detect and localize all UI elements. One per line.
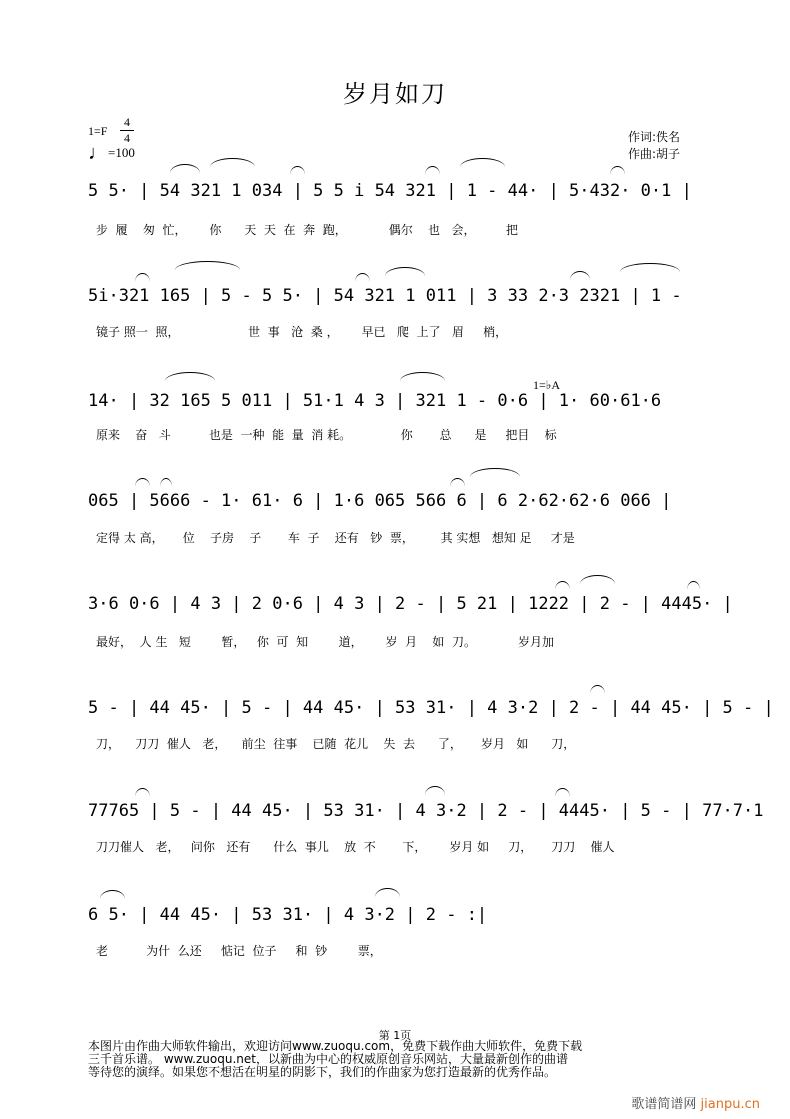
slur-arc [165, 372, 215, 381]
notation-line: 5 - | 44 45· | 5 - | 44 45· | 53 31· | 4 3·2 | 2 - | 44 45· | 5 - | [88, 698, 774, 718]
lyric-line: 镜子 照一 照， 世 事 沧 桑 ， 早已 爬 上了 眉 梢， [96, 325, 508, 339]
time-signature-bottom: 4 [124, 131, 130, 145]
slur-arc [160, 478, 172, 487]
lyric-line: 定得 太 高， 位 子房 子 车 子 还有 钞 票， 其 实想 想知 足 才是 [96, 531, 575, 545]
slur-arc [555, 788, 570, 797]
score-row [88, 390, 728, 414]
slur-arc [135, 273, 150, 282]
lyric-line: 刀， 刀刀 催人 老， 前尘 往事 已随 花儿 失 去 了， 岁月 如 刀， [96, 737, 576, 751]
slur-arc [580, 575, 615, 584]
score-row [88, 800, 764, 824]
slur-arc [290, 166, 305, 175]
footer-line: 本图片由作曲大师软件输出，欢迎访问www.zuoqu.com，免费下载作曲大师软件，免费下载 [88, 1039, 583, 1053]
notation-line: 6 5· | 44 45· | 53 31· | 4 3·2 | 2 - :| [88, 905, 488, 925]
time-signature [120, 116, 134, 145]
slur-arc [450, 478, 465, 487]
slur-arc [385, 267, 425, 276]
slur-arc [590, 685, 605, 694]
slur-arc [460, 158, 505, 167]
score-row [88, 593, 733, 617]
tempo-marking [88, 142, 135, 165]
slur-arc [610, 166, 625, 175]
composer-credit: 作曲:胡子 [628, 147, 681, 161]
notation-line: 5i·321 165 | 5 - 5 5· | 54 321 1 011 | 3 33 2·3 2321 | 1 - [88, 286, 682, 306]
slur-arc [135, 788, 150, 797]
slur-arc [470, 468, 520, 477]
lyric-line: 最好， 人 生 短 暂， 你 可 知 道， 岁 月 如 刀。 岁月加 [96, 635, 554, 649]
score-row [88, 490, 728, 514]
page-number: 第 1页 [378, 1029, 412, 1042]
key-signature: 1=F [88, 124, 108, 138]
notation-line: 065 | 5666 - 1· 61· 6 | 1·6 065 566 6 | 6 2·62·62·6 066 | [88, 491, 672, 511]
footer-line: 三千首乐谱。 www.zuoqu.net，以新曲为中心的权威原创音乐网站，大量最新创作的曲谱 [88, 1052, 568, 1066]
key-change: 1=♭A [533, 378, 561, 392]
slur-arc [570, 271, 590, 280]
slur-arc [175, 261, 240, 270]
footer-notice [88, 1040, 708, 1079]
slur-arc [375, 888, 400, 897]
lyricist-credit: 作词:佚名 [628, 130, 681, 144]
slur-arc [100, 890, 125, 899]
quarter-note-icon: ♩ [88, 142, 108, 164]
notation-line: 77765 | 5 - | 44 45· | 53 31· | 4 3·2 | 2 - | 4445· | 5 - | 77·7·1 [88, 801, 764, 821]
score-row [88, 904, 728, 928]
notation-line: 3·6 0·6 | 4 3 | 2 0·6 | 4 3 | 2 - | 5 21 | 1222 | 2 - | 4445· | [88, 594, 733, 614]
score-row [88, 180, 728, 204]
score-row [88, 697, 774, 721]
page-title: 岁月如刀 [343, 80, 447, 108]
slur-arc [400, 372, 445, 381]
lyric-line: 步 履 匆 忙， 你 天 天 在 奔 跑， 偶尔 也 会， 把 [96, 223, 518, 237]
tempo-value: =100 [108, 145, 135, 160]
slur-arc [135, 478, 150, 487]
lyric-line: 原来 奋 斗 也是 一种 能 量 消 耗。 你 总 是 把目 标 [96, 428, 557, 442]
slur-arc [687, 581, 700, 590]
slur-arc [210, 158, 255, 167]
lyric-line: 刀刀催人 老， 问你 还有 什么 事儿 放 不 下， 岁月 如 刀， 刀刀 催人 [96, 840, 615, 854]
watermark [631, 1093, 760, 1112]
watermark-text: 歌谱简谱网 [631, 1097, 697, 1112]
slur-arc [425, 786, 445, 795]
notation-line: 14· | 32 165 5 011 | 51·1 4 3 | 321 1 - 0·6 | 1· 60·61·6 [88, 391, 662, 411]
watermark-domain: jianpu.cn [700, 1097, 760, 1112]
slur-arc [355, 273, 370, 282]
slur-arc [555, 581, 570, 590]
lyric-line: 老 为什 么还 惦记 位子 和 钞 票， [96, 944, 382, 958]
notation-line: 5 5· | 54 321 1 034 | 5 5 i 54 321 | 1 - 44· | 5·432· 0·1 | [88, 181, 692, 201]
time-signature-top: 4 [124, 115, 130, 129]
slur-arc [425, 166, 440, 175]
score-row [88, 285, 728, 309]
slur-arc [620, 263, 680, 272]
slur-arc [170, 164, 200, 173]
footer-line: 等待您的演绎。如果您不想活在明星的阴影下，我们的作曲家为您打造最新的优秀作品。 [88, 1065, 557, 1079]
